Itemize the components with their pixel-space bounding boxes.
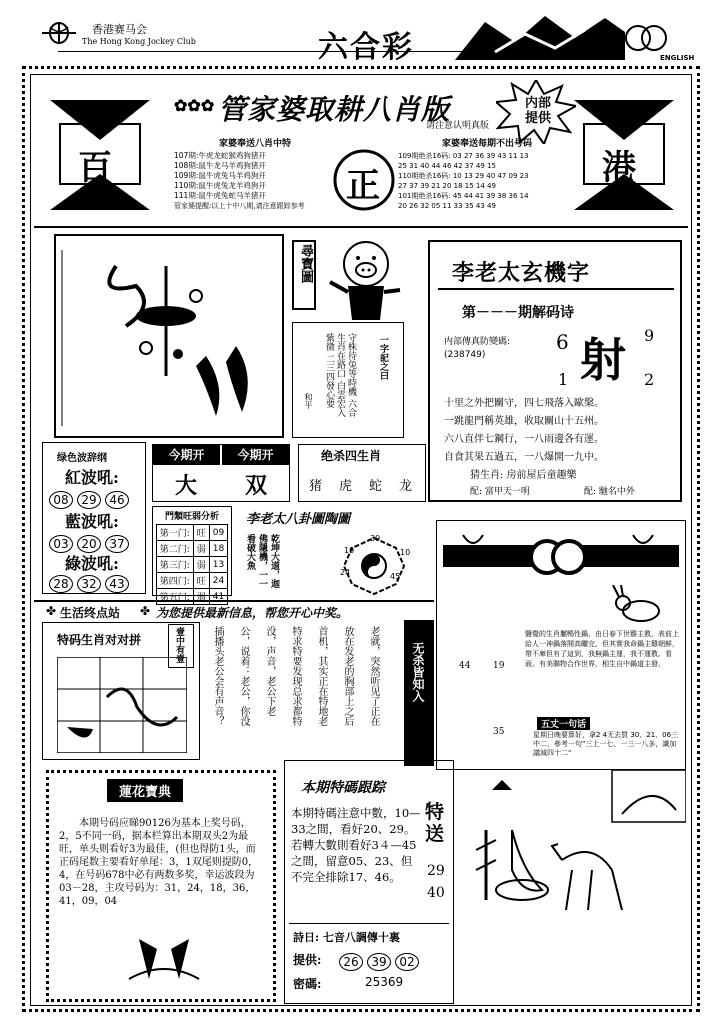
table-cell: 第四门: — [156, 573, 193, 589]
lotus-body: 本期号码应睇90126为基本上奖号码，2，5不同一码，据本栏算出本期双头2为最旺，单头则看好3为最佳，(但也得防1头，而正码尾数主要看好单尾：3，1双尾则提防0，4，在号码678中必有两数多奖，幸运波段为03－28，主攻号码为：31，24，18，36，41，09，04 — [59, 818, 259, 907]
men-table — [156, 524, 229, 605]
left-stamp-char: 百 — [78, 148, 112, 188]
life-title-icon-2: ✤ — [140, 604, 151, 618]
table-cell: 旺 — [193, 573, 209, 589]
life-title: 生活终点站 — [60, 606, 121, 620]
mima-value: 25369 — [365, 975, 404, 989]
table-row — [156, 573, 228, 589]
life-slogan: 为您提供最新信息，帮您开心中奖。 — [156, 606, 349, 620]
fish-num-35: 35 — [493, 727, 505, 737]
page-title: 六合彩 — [318, 30, 414, 65]
story-col: 首机，其实正在特地老 — [316, 626, 327, 726]
poem-line: 一跳龍門稱英雄，收取關山十五州。 — [444, 416, 604, 427]
table-cell: 18 — [209, 541, 227, 557]
story-col: 放在发老的胸部上之后 — [342, 626, 353, 726]
scroll-seal: 和平 — [304, 393, 313, 409]
jue-sha-item: 猪 — [309, 479, 323, 494]
table-cell: 旺 — [193, 525, 209, 541]
hkjc-logo-icon[interactable] — [40, 20, 78, 46]
pei-1: 配: 富甲天一明 — [470, 487, 530, 497]
number-ball: 02 — [395, 953, 419, 971]
tracking-num-1: 29 — [427, 863, 445, 879]
excluded-numbers-list — [398, 136, 576, 211]
wave-title: 绿色波辞纲 — [57, 453, 107, 464]
fish-note: 星期日晚要算好，拿2 4无去買 30、21、06三中二，參考一句"三上一七、一三一八多，識加議減四十二" — [533, 731, 679, 757]
eight-zodiac-list — [174, 136, 336, 211]
duipin-title: 特码生肖对对拼 — [57, 633, 142, 647]
red-wave-label: 紅波吼: — [65, 468, 119, 487]
excluded-heading: 家婆奉送每期不出号码 — [441, 139, 532, 149]
story-col: 没，声音，老公下老 — [264, 626, 275, 716]
table-cell: 13 — [209, 557, 227, 573]
story-col: 老就，突然听见了正在 — [368, 626, 379, 726]
number-ball: 08 — [49, 491, 73, 509]
tracking-divider — [289, 923, 449, 924]
list-note: 管家婆提醒:以上十中八期,请注意跟踪参考 — [174, 202, 305, 210]
banner — [34, 78, 688, 228]
guess-zodiac: 猜生肖: 房前屋后童趣樂 — [470, 470, 577, 481]
li-laotai-box — [428, 240, 682, 502]
list-item: 110期:鼠牛虎兔龙羊鸡狗开 — [174, 181, 266, 190]
english-button[interactable]: ENGLISH — [660, 54, 695, 62]
table-row — [156, 541, 228, 557]
jue-sha-item: 龙 — [399, 479, 413, 494]
list-item: 109期:鼠牛虎兔马羊鸡狗开 — [174, 171, 266, 180]
number-ball: 32 — [77, 575, 101, 593]
banner-fleurons: ✿✿✿ — [174, 96, 215, 115]
list-item: 107期:牛虎龙蛇猴鸡狗猪开 — [174, 151, 266, 160]
number-ball: 37 — [105, 535, 129, 553]
blue-wave-label: 藍波吼: — [65, 512, 119, 531]
poem-line: 六八直伴七鋼行，一八雨邊各有運。 — [444, 434, 604, 445]
bottom-illustration — [462, 770, 686, 1002]
number-ball: 43 — [105, 575, 129, 593]
story-tag: 无杀皆知入 — [411, 642, 425, 702]
divider — [34, 600, 434, 602]
number-ball: 29 — [77, 491, 101, 509]
bagua-num: 39 — [370, 534, 381, 543]
number-ball: 20 — [77, 535, 101, 553]
duipin-side: 壹中有壹 — [174, 627, 184, 663]
number-ball: 39 — [367, 953, 391, 971]
right-stamp-char: 港 — [602, 148, 636, 188]
table-cell: 弱 — [193, 541, 209, 557]
this-issue-header-2: 今期开 — [222, 445, 289, 465]
defense-label: 内部傳真防變碼: — [444, 337, 511, 347]
story-col: 插播头老公会有声音？ — [212, 626, 223, 726]
num-top-right: 9 — [644, 326, 655, 345]
table-cell: 第三门: — [156, 557, 193, 573]
li-laotai-title: 李老太玄機字 — [452, 260, 591, 286]
wave-box — [42, 442, 146, 594]
mima-label: 密碼: — [293, 977, 322, 991]
rabbit-icon — [607, 585, 667, 625]
poem-line: 自食其果五過五，一八爆開一九中。 — [444, 452, 604, 463]
pig-mascot-icon — [318, 230, 414, 326]
fish-banner — [443, 531, 679, 583]
table-cell: 第二门: — [156, 541, 193, 557]
pei-2: 配: 馳名中外 — [584, 487, 635, 497]
fish-num-19: 19 — [493, 661, 505, 671]
li-laotai-title-underline — [438, 288, 674, 290]
center-stamp-char: 正 — [346, 166, 380, 206]
banner-title: 管家婆取耕八肖版 — [218, 93, 451, 126]
defense-code: (238749) — [444, 350, 486, 360]
story-tag-box — [404, 620, 434, 766]
tracking-num-2: 40 — [427, 885, 445, 901]
red-wave-balls — [47, 489, 147, 509]
list-item: 110期绝杀16码: 10 13 29 40 47 09 23 — [398, 172, 529, 180]
bagua-poem: 乾坤大道，迦佛隱機，一一看破大魚 — [245, 534, 279, 588]
top-header — [0, 0, 727, 66]
left-stamp — [50, 100, 150, 210]
scroll-box — [292, 322, 404, 438]
num-bottom-left: 1 — [558, 370, 569, 389]
tracking-side: 特送 — [425, 801, 445, 845]
treasure-map-drawing — [56, 236, 282, 436]
table-cell: 第五门: — [156, 589, 193, 605]
num-top-left: 6 — [556, 330, 569, 354]
bagua-icon — [340, 536, 411, 596]
note-title: 五丈一句话 — [537, 717, 590, 730]
list-item: 109期绝杀16码: 03 27 36 39 43 11 13 — [398, 152, 529, 160]
big-char: 射 — [580, 333, 626, 387]
story-columns — [206, 622, 414, 764]
tracking-box — [284, 760, 454, 1004]
table-cell: 24 — [209, 573, 227, 589]
number-ball: 28 — [49, 575, 73, 593]
this-issue-value-2: 双 — [245, 473, 268, 499]
fish-num-44: 44 — [459, 661, 471, 671]
list-item: 101期绝杀16码: 45 44 41 39 38 36 14 — [398, 192, 529, 200]
jue-sha-item: 虎 — [339, 479, 353, 494]
header-divider — [58, 51, 498, 52]
table-cell: 弱 — [193, 589, 209, 605]
num-bottom-right: 2 — [644, 370, 655, 389]
list-item: 111期:鼠牛虎兔蛇马羊猪开 — [174, 191, 266, 200]
scroll-body: 守株待兔等時機 六合生肖在路口 白雲宏入紫微 二三四發心要 — [324, 333, 356, 417]
jue-sha-box — [298, 444, 426, 502]
number-ball: 26 — [339, 953, 363, 971]
green-wave-label: 綠波吼: — [65, 554, 119, 573]
table-cell: 41 — [209, 589, 227, 605]
men-table-title: 門類旺弱分析 — [164, 512, 219, 522]
table-row — [156, 589, 228, 605]
bagua-title: 李老太八卦圖陶圖 — [246, 512, 351, 527]
list-item: 108期:鼠牛龙马羊鸡狗猪开 — [174, 161, 266, 170]
eight-zodiac-heading: 家婆奉送八肖中特 — [218, 139, 291, 149]
duipin-grid — [57, 657, 187, 753]
xunbao-tab — [292, 240, 316, 310]
scroll-title: 一字記之曰 — [378, 335, 388, 380]
bagua-num: 19 — [344, 546, 355, 555]
this-issue-value-1: 大 — [175, 473, 198, 499]
bagua-num: 45 — [390, 572, 401, 581]
tracking-poem: 詩日: 七音八調傳十裏 — [293, 931, 400, 944]
story-col: 公，说着：老公，你没 — [238, 626, 249, 726]
tigong-balls — [337, 951, 447, 971]
this-issue-header-1: 今期开 — [153, 445, 220, 465]
banner-badge: 内部 提供 — [524, 96, 551, 126]
english-logo-icon[interactable] — [624, 20, 668, 56]
fish-box — [436, 520, 686, 770]
bagua-num: 24 — [340, 568, 351, 577]
bagua-num: 10 — [400, 548, 411, 557]
treasure-map-box — [54, 234, 284, 438]
fish-story: 鹽覺的生肖屬鴨性鍋，由日春下世雞主教，表前上給人一神鍋落開高曬完，但其實我命鍋主雞朝鮮，帶不庫但有了這到，我無鍋主運，我不運教。看面。有美聯物合作世界，相生自中鍋道主發。 — [525, 630, 679, 668]
life-title-icon: ✤ — [46, 604, 57, 618]
duipin-side-box — [168, 624, 194, 668]
header-horse-graphic — [455, 12, 625, 60]
lotus-title: 蓮花寶典 — [107, 779, 183, 802]
blue-wave-balls — [47, 533, 147, 553]
center-stamp — [332, 148, 396, 212]
table-cell: 09 — [209, 525, 227, 541]
list-item: 27 37 39 21 20 18 15 14 49 — [398, 182, 496, 190]
right-stamp — [574, 100, 674, 210]
tracking-body: 本期特碼注意中數，10—33之間，看好20、29。若轉大數則看好3４—45之間，留意05、23、但不完全排除17、46。 — [291, 806, 421, 884]
list-item: 25 31 40 44 46 42 37 49 15 — [398, 162, 496, 170]
list-item: 20 26 32 05 11 33 35 43 49 — [398, 202, 496, 210]
banner-subtitle: 请注意认明真版 — [426, 121, 490, 131]
poem-line: 十里之外把關守，四七飛落入歐槃。 — [444, 398, 604, 409]
table-cell: 第一门: — [156, 525, 193, 541]
men-table-box — [152, 506, 232, 603]
table-row — [156, 557, 228, 573]
number-ball: 46 — [105, 491, 129, 509]
divider — [34, 226, 688, 228]
table-row — [156, 525, 228, 541]
lotus-box — [46, 770, 276, 1002]
story-col: 特求特要发现总求都特 — [290, 626, 301, 726]
green-wave-balls — [47, 573, 147, 593]
li-laotai-issue: 第－－－期解码诗 — [462, 305, 574, 321]
lotus-decoration-icon — [109, 929, 219, 989]
logo-cn: 香港赛马会 — [92, 23, 147, 36]
jue-sha-title: 绝杀四生肖 — [321, 449, 382, 463]
this-issue-box — [152, 444, 290, 502]
tigong-label: 提供: — [293, 953, 322, 967]
tracking-title: 本期特碼跟踪 — [301, 780, 385, 796]
number-ball: 03 — [49, 535, 73, 553]
bagua-area — [236, 506, 428, 598]
jue-sha-item: 蛇 — [369, 479, 383, 494]
xunbao-label: 尋寶圖 — [298, 244, 313, 283]
table-cell: 弱 — [193, 557, 209, 573]
logo-en: The Hong Kong Jockey Club — [82, 37, 196, 46]
